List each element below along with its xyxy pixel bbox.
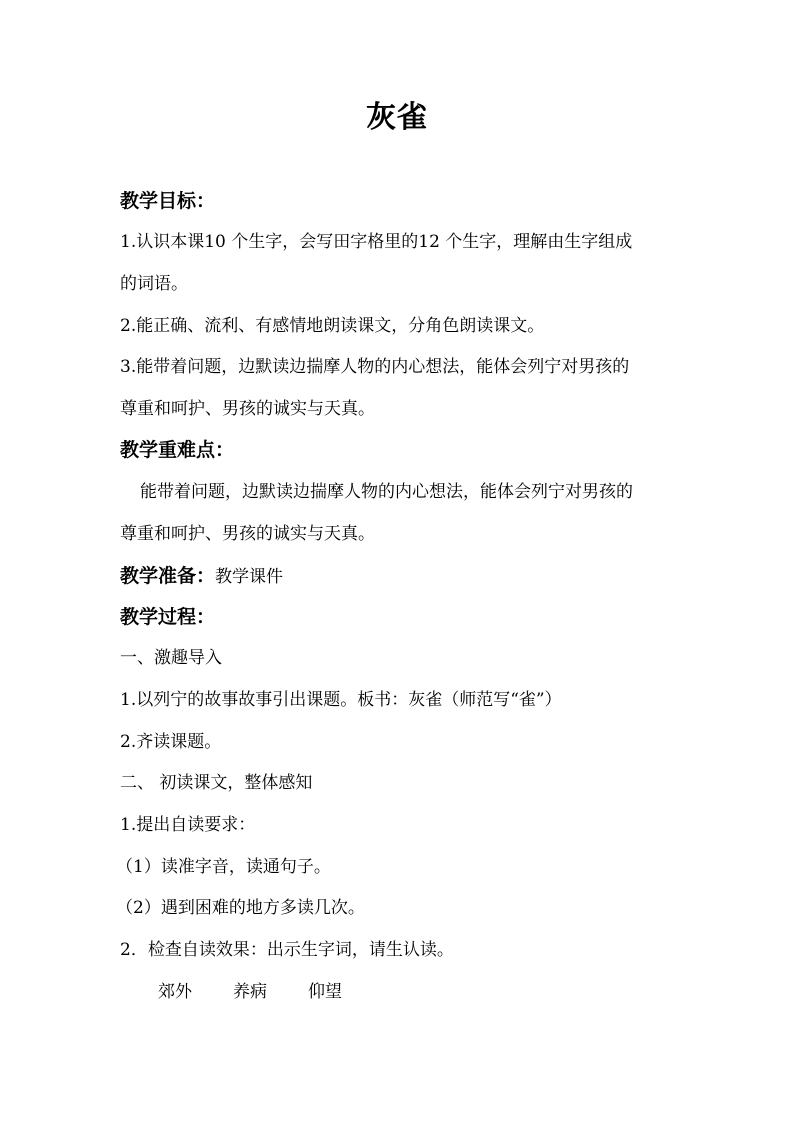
prep-heading: 教学准备：: [120, 565, 216, 587]
document-title: 灰雀: [366, 100, 428, 135]
goal-2: 2.能正确、流利、有感情地朗读课文，分角色朗读课文。: [120, 316, 545, 336]
step-2-item-2: 2．检查自读效果：出示生字词，请生认读。: [120, 940, 454, 960]
goal-1-line-1: 1.认识本课10 个生字，会写田字格里的12 个生字，理解由生字组成: [120, 232, 633, 252]
step-1-item-1: 1.以列宁的故事故事引出课题。板书：灰雀（师范写“雀”）: [120, 690, 562, 710]
vocab-word: 郊外: [158, 982, 192, 1002]
goal-1-line-2: 的词语。: [120, 274, 188, 294]
goal-3-line-2: 尊重和呵护、男孩的诚实与天真。: [120, 399, 375, 419]
step-1-title: 一、激趣导入: [120, 648, 222, 668]
process-heading: 教学过程：: [120, 606, 216, 628]
vocab-row: [158, 980, 342, 1004]
keypoints-heading: 教学重难点：: [120, 439, 235, 461]
keypoints-line-2: 尊重和呵护、男孩的诚实与天真。: [120, 524, 375, 544]
prep-line: [120, 564, 684, 589]
step-1-item-2: 2.齐读课题。: [120, 732, 222, 752]
step-2-sub-1: （1）读准字音，读通句子。: [116, 857, 331, 877]
goal-3-line-1: 3.能带着问题，边默读边揣摩人物的内心想法，能体会列宁对男孩的: [120, 357, 630, 377]
goals-heading: 教学目标：: [120, 190, 216, 212]
step-2-title: 二、 初读课文，整体感知: [120, 773, 313, 793]
vocab-word: 仰望: [308, 982, 342, 1002]
step-2-item-1: 1.提出自读要求：: [120, 815, 256, 835]
step-2-sub-2: （2）遇到困难的地方多读几次。: [116, 898, 365, 918]
keypoints-line-1: 能带着问题，边默读边揣摩人物的内心想法，能体会列宁对男孩的: [140, 482, 633, 502]
prep-text: 教学课件: [215, 567, 284, 587]
vocab-word: 养病: [233, 982, 267, 1002]
